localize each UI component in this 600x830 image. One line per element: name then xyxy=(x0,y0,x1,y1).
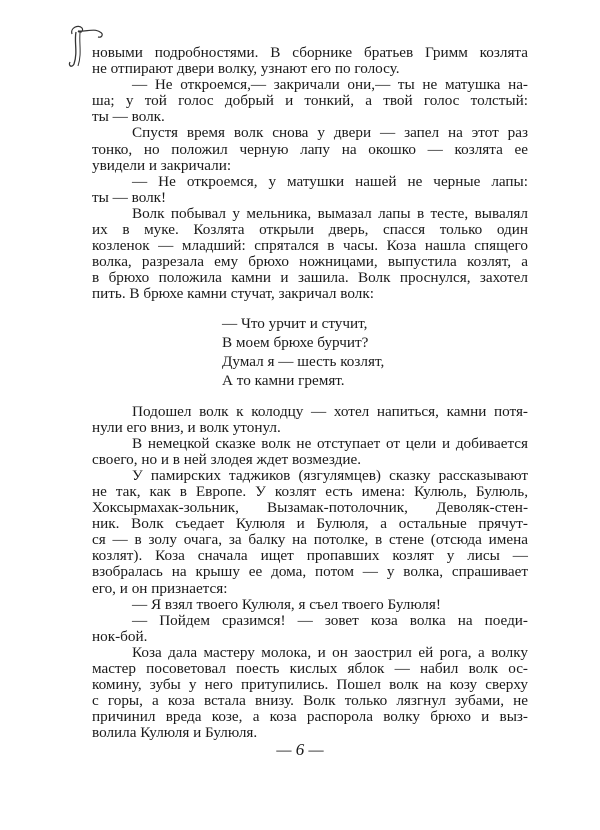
page-number: — 6 — xyxy=(276,740,324,759)
text-line: Подошел волк к колодцу — хотел напиться, камни потя- xyxy=(132,402,528,420)
text-line: — Не откроемся,— закричали они,— ты не матушка на- xyxy=(132,76,528,94)
text-line: — Пойдем сразимся! — зовет коза волка на поеди- xyxy=(132,611,528,629)
text-line: ты — волк. xyxy=(92,108,165,126)
text-line: взобралась на крышу ее дома, потом — у волка, спрашивает xyxy=(92,563,528,581)
text-line: Спустя время волк снова у двери — запел на этот раз xyxy=(132,124,528,142)
text-line: ся — в золу очага, за балку на потолке, в стене (отсюда имена xyxy=(92,531,528,549)
text-line: Волк побывал у мельника, вымазал лапы в тесте, вывалял xyxy=(132,204,528,222)
text-line: — Не откроемся, у матушки нашей не черные лапы: xyxy=(132,172,528,190)
text-line: комину, зубы у него притупились. Пошел волк на козу сверху xyxy=(92,676,528,694)
text-line: в брюхо положила камни и зашила. Волк проснулся, захотел xyxy=(92,269,528,287)
text-line: козленок — младший: спрятался в часы. Коза нашла спящего xyxy=(92,237,528,255)
text-line: своего, но и в ней злодея ждет возмездие. xyxy=(92,450,362,468)
text-line: мастер посоветовал поесть кислых яблок — набил волк ос- xyxy=(92,660,528,677)
text-line: тонко, но положил черную лапу на окошко — козлята ее xyxy=(92,140,528,158)
text-line: нок-бой. xyxy=(92,627,148,645)
poem-line: А то камни гремят. xyxy=(222,371,345,389)
text-line: причинил вреда козе, а коза распорола волку брюхо и выз- xyxy=(92,708,528,726)
poem-stanza xyxy=(222,314,528,390)
poem-line: В моем брюхе бурчит? xyxy=(222,333,369,351)
text-line: У памирских таджиков (язгулямцев) сказку рассказывают xyxy=(132,466,528,484)
text-line: их в муке. Козлята открыли дверь, спасся только один xyxy=(92,221,528,239)
text-line: нули его вниз, и волк утонул. xyxy=(92,418,281,436)
text-line: В немецкой сказке волк не отступает от цели и добивается xyxy=(132,434,528,452)
text-top xyxy=(92,45,528,303)
poem-line: Думал я — шесть козлят, xyxy=(222,352,385,370)
text-line: волка, разрезала ему брюхо ножницами, выпустила козлят, а xyxy=(92,253,528,271)
text-bottom xyxy=(92,404,528,742)
poem-line: — Что урчит и стучит, xyxy=(222,314,368,332)
text-line: Хоксырмахак-зольник, Вызамак-потолочник, Деволяк-стен- xyxy=(92,499,528,517)
text-line: новыми подробностями. В сборнике братьев Гримм козлята xyxy=(92,44,528,61)
page-body xyxy=(92,45,528,741)
text-line: не отпирают двери волку, узнают его по голосу. xyxy=(92,60,400,78)
text-line: пить. В брюхе камни стучат, закричал волк: xyxy=(92,285,374,303)
text-line: ша; у той голос добрый и тонкий, а твой голос толстый: xyxy=(92,92,528,110)
text-line: ник. Волк съедает Кулюля и Булюля, а остальные прячут- xyxy=(92,515,528,533)
text-line: Коза дала мастеру молока, и он заострил ей рога, а волку xyxy=(132,643,528,661)
text-line: увидели и закричали: xyxy=(92,156,232,174)
text-line: не так, как в Европе. У козлят есть имена: Кулюль, Булюль, xyxy=(92,482,528,500)
text-line: волила Кулюля и Булюля. xyxy=(92,724,258,742)
text-line: козлят). Коза сначала ищет пропавших козлят у лисы — xyxy=(92,547,528,565)
text-line: ты — волк! xyxy=(92,188,167,206)
text-line: — Я взял твоего Кулюля, я съел твоего Булюля! xyxy=(132,595,441,613)
text-line: его, и он признается: xyxy=(92,579,228,597)
text-line: с горы, а коза встала внизу. Волк только лязгнул зубами, не xyxy=(92,692,528,710)
